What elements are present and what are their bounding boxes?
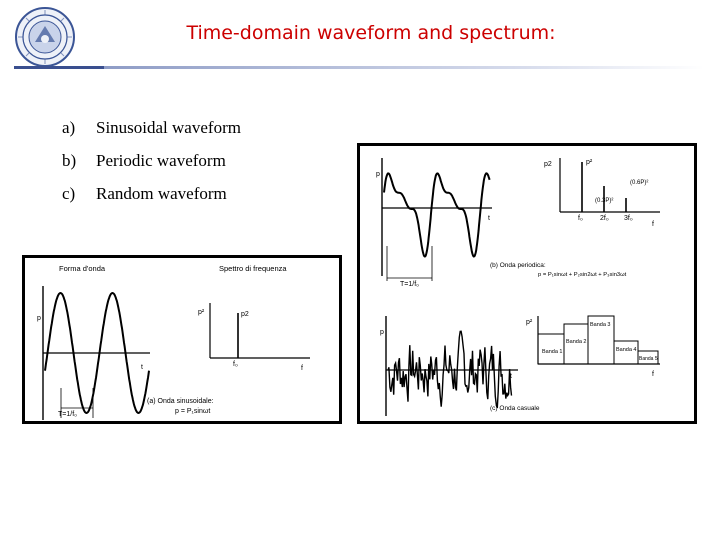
b-value-1: (0.6P)² — [630, 180, 649, 186]
list-item-letter: b) — [62, 151, 77, 170]
b-value-2: (0.3P)² — [595, 198, 614, 204]
list-item-text: Sinusoidal waveform — [96, 118, 241, 137]
axis-f-label: f — [301, 365, 303, 372]
c-axis-f-label: f — [652, 371, 654, 378]
f0-label: f₀ — [233, 361, 238, 368]
figure-sinusoidal-image — [25, 258, 339, 421]
b-axis-t-label: t — [488, 215, 490, 222]
list-item-letter: c) — [62, 184, 76, 203]
c-axis-p-label: p — [380, 329, 384, 336]
caption-line-2: p = P₁sinωt — [175, 408, 211, 415]
band-4-label: Banda 4 — [616, 347, 637, 353]
b-peak-label: p² — [586, 159, 593, 166]
b-axis-p-label: p — [376, 171, 380, 178]
b-caption-line-1: (b) Onda periodica: — [490, 262, 546, 269]
b-axis-f-label: f — [652, 221, 654, 228]
band-5-label: Banda 5 — [639, 356, 658, 362]
axis-p2-label: p² — [198, 309, 205, 316]
figure-sinusoidal-panel — [22, 255, 342, 424]
axis-t-label: t — [141, 364, 143, 371]
band-1-label: Banda 1 — [542, 349, 563, 355]
header-rule-dark — [14, 66, 104, 69]
band-2-label: Banda 2 — [566, 339, 587, 345]
b-f0-label: f₀ — [578, 215, 583, 222]
c-axis-p2-label: p² — [526, 319, 533, 326]
periodic-wave-line — [384, 173, 490, 256]
spectrum-header: Spettro di frequenza — [219, 264, 287, 273]
figure-periodic-random-panel — [357, 143, 697, 424]
b-3f0-label: 3f₀ — [624, 215, 633, 222]
c-axis-t-label: t — [510, 373, 512, 380]
band-3-label: Banda 3 — [590, 322, 611, 328]
waveform-header: Forma d'onda — [59, 264, 106, 273]
b-2f0-label: 2f₀ — [600, 215, 609, 222]
b-axis-p2-label: p2 — [544, 161, 552, 168]
header-rule-gradient — [104, 66, 704, 69]
list-item-letter: a) — [62, 118, 76, 137]
peak-label: p2 — [241, 311, 249, 318]
list-item-text: Random waveform — [96, 184, 227, 203]
figure-periodic-random-image — [360, 146, 694, 421]
b-period-label: T=1/f₀ — [400, 281, 420, 288]
list-item-text: Periodic waveform — [96, 151, 226, 170]
axis-p-label: p — [37, 315, 41, 322]
b-caption-line-2: p = P₁sinωt + P₂sin2ωt + P₃sin3ωt — [538, 272, 627, 278]
slide-title: Time-domain waveform and spectrum: — [186, 22, 556, 44]
caption-line-1: (a) Onda sinusoidale: — [147, 398, 214, 405]
c-caption: (c) Onda casuale — [490, 405, 540, 412]
period-label: T=1/f₀ — [58, 411, 78, 418]
